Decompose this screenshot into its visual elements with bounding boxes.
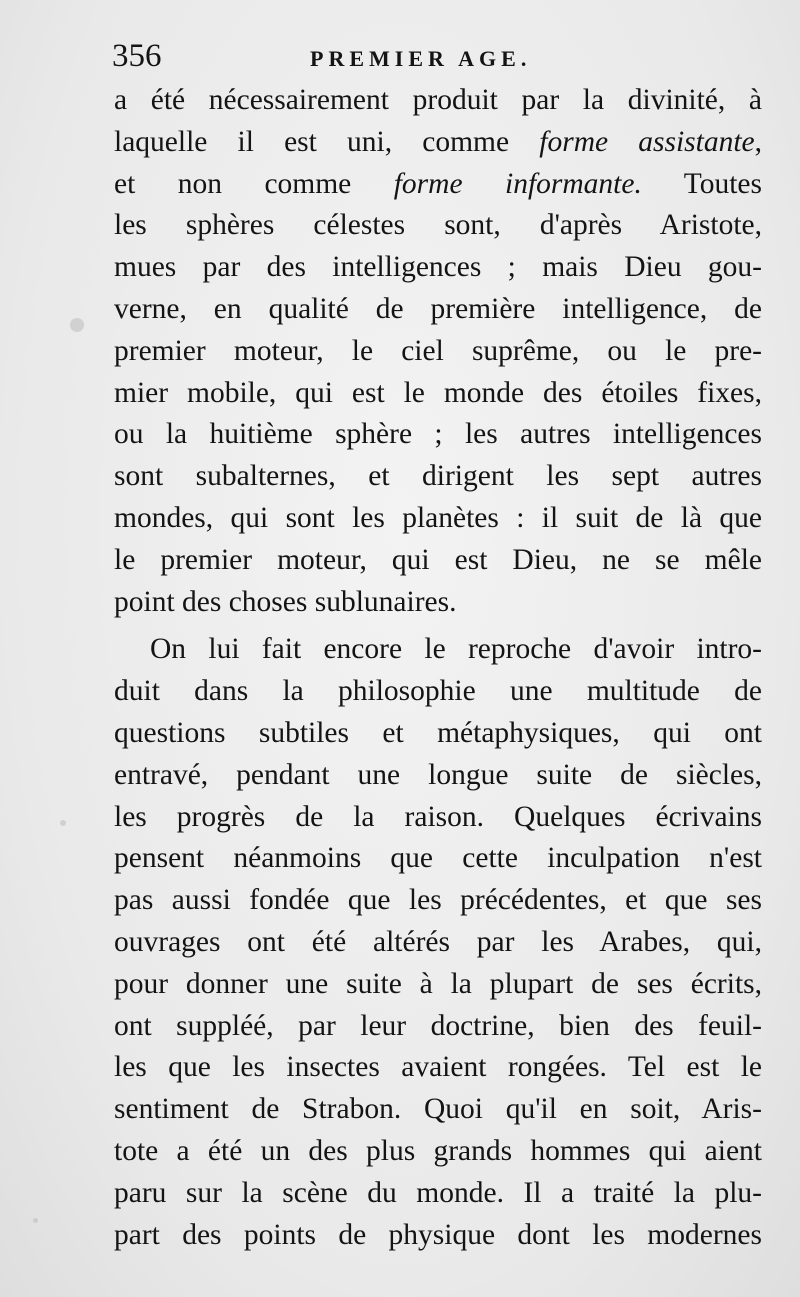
text-line: pas aussi fondée que les précédentes, et que ses bbox=[114, 884, 762, 917]
paper-speck bbox=[70, 318, 84, 332]
text-line: part des points de physique dont les modernes bbox=[114, 1218, 762, 1251]
text-line: mier mobile, qui est le monde des étoiles fixes, bbox=[114, 376, 762, 409]
text-line: pour donner une suite à la plupart de ses écrits, bbox=[114, 967, 762, 1000]
text-line: les progrès de la raison. Quelques écrivains bbox=[114, 800, 762, 833]
text-line: pensent néanmoins que cette inculpation n'est bbox=[114, 842, 762, 875]
page-header bbox=[112, 36, 762, 80]
text-line: verne, en qualité de première intelligence, de bbox=[114, 292, 762, 325]
running-head: PREMIER AGE. bbox=[310, 46, 532, 71]
text-line: sentiment de Strabon. Quoi qu'il en soit, Aris- bbox=[114, 1093, 762, 1126]
italic-term: forme informante. bbox=[393, 167, 642, 200]
text-line: sont subalternes, et dirigent les sept autres bbox=[114, 460, 762, 493]
page-number: 356 bbox=[112, 38, 162, 74]
text-line bbox=[114, 122, 762, 164]
text-line: les sphères célestes sont, d'après Aristote, bbox=[114, 209, 762, 242]
text-line: les que les insectes avaient rongées. Tel est le bbox=[114, 1051, 762, 1084]
paper-speck bbox=[60, 820, 66, 826]
text-span: , bbox=[754, 125, 762, 158]
text-span: laquelle il est uni, comme bbox=[114, 125, 540, 158]
text-line: mues par des intelligences ; mais Dieu gou- bbox=[114, 251, 762, 284]
text-line bbox=[114, 164, 762, 206]
text-line: le premier moteur, qui est Dieu, ne se mêle bbox=[114, 543, 762, 576]
paragraph-2 bbox=[114, 629, 762, 1256]
text-line: On lui fait encore le reproche d'avoir intro- bbox=[150, 633, 762, 666]
text-line: a été nécessairement produit par la divinité, à bbox=[114, 84, 762, 116]
text-line: point des choses sublunaires. bbox=[114, 585, 457, 618]
body-text bbox=[114, 80, 762, 1256]
paper-speck bbox=[33, 1218, 38, 1223]
text-line: paru sur la scène du monde. Il a traité la plu- bbox=[114, 1176, 762, 1209]
text-span: Toutes bbox=[641, 167, 762, 200]
text-line: ouvrages ont été altérés par les Arabes, qui, bbox=[114, 925, 762, 958]
text-line: entravé, pendant une longue suite de siècles, bbox=[114, 758, 762, 791]
text-line: ou la huitième sphère ; les autres intelligences bbox=[114, 418, 762, 451]
text-span: et non comme bbox=[114, 167, 394, 200]
italic-term: forme assistante bbox=[539, 125, 755, 158]
text-line: mondes, qui sont les planètes : il suit de là que bbox=[114, 501, 762, 534]
text-line: duit dans la philosophie une multitude de bbox=[114, 675, 762, 708]
text-line: ont suppléé, par leur doctrine, bien des feuil- bbox=[114, 1009, 762, 1042]
text-line: questions subtiles et métaphysiques, qui ont bbox=[114, 716, 762, 749]
text-line: premier moteur, le ciel suprême, ou le pre- bbox=[114, 334, 762, 367]
text-line: tote a été un des plus grands hommes qui aient bbox=[114, 1134, 762, 1167]
paragraph-1 bbox=[114, 80, 762, 623]
